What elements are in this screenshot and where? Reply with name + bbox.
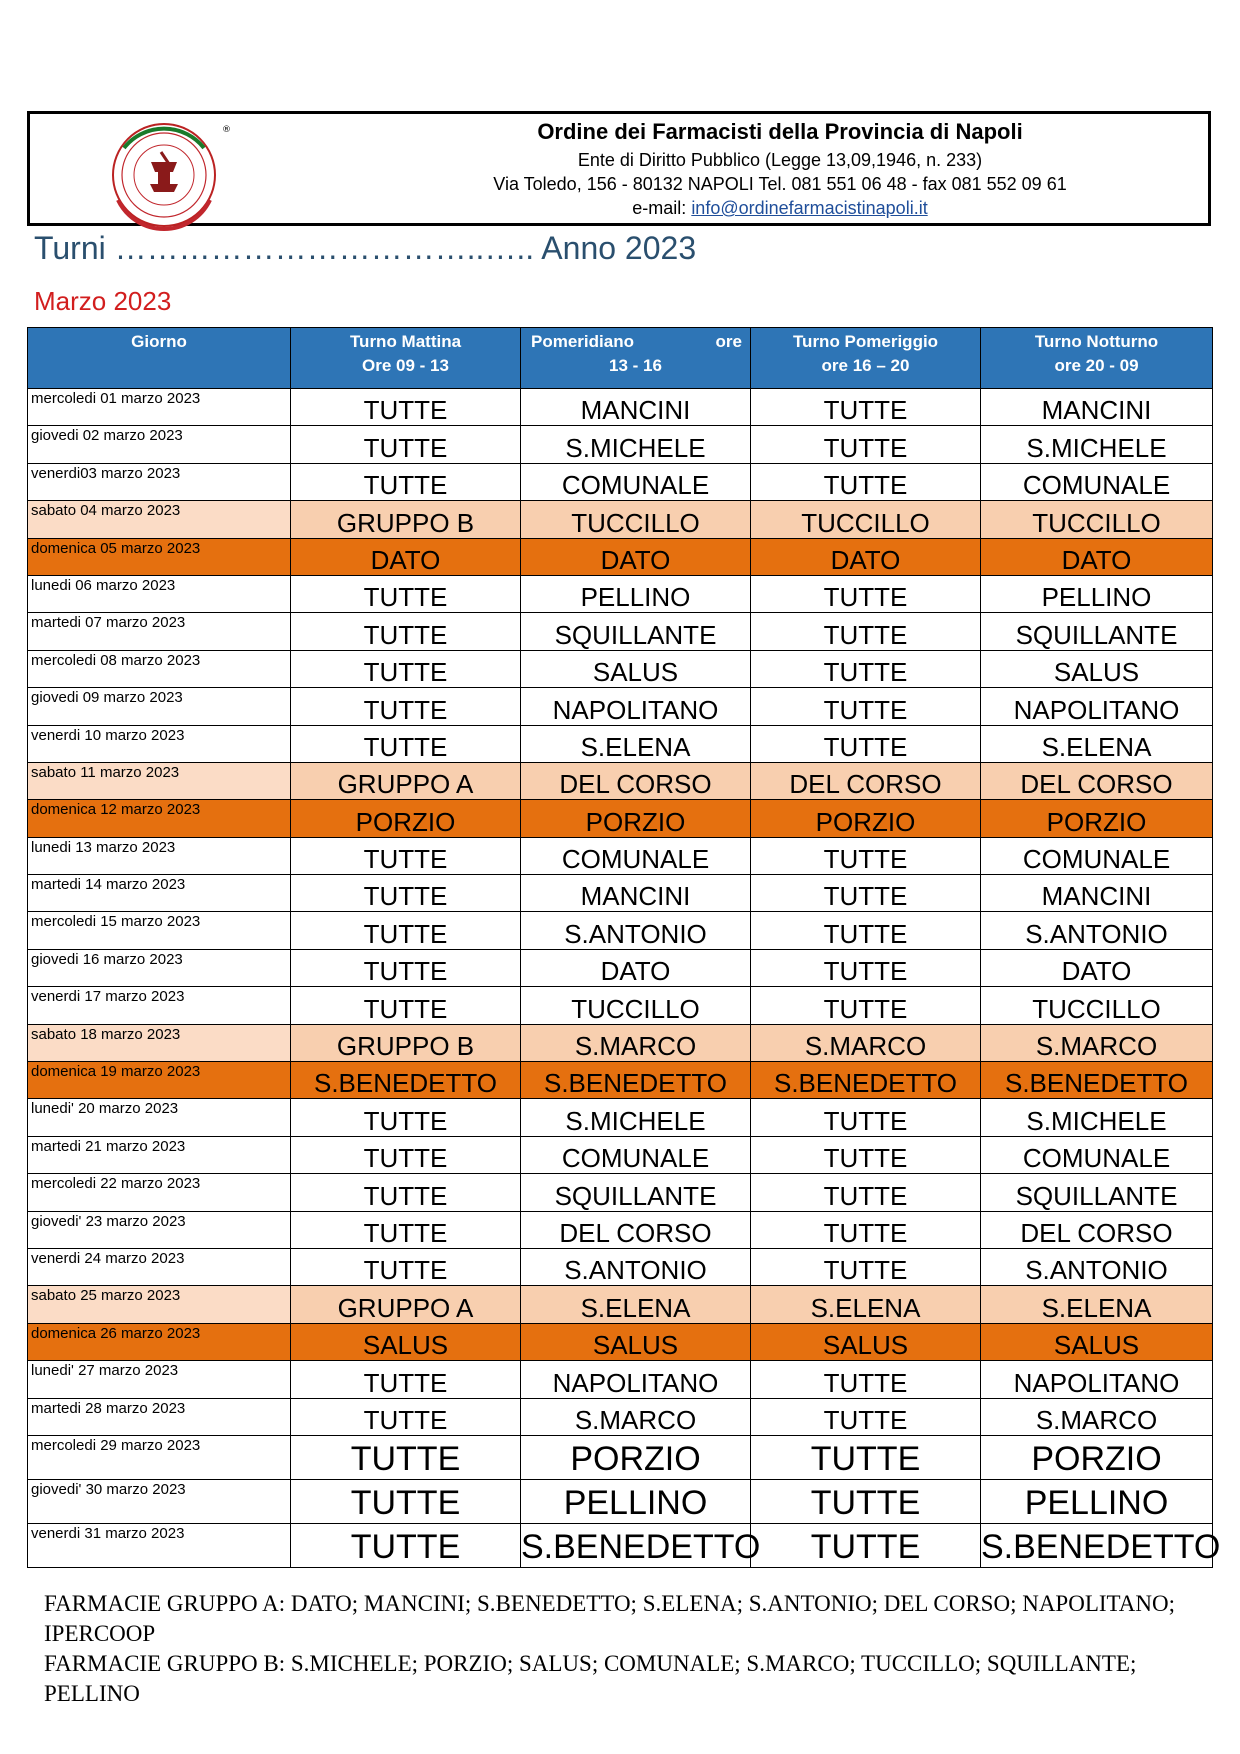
turno-pomeriggio-cell: TUTTE [751, 912, 981, 949]
turno-mattina-cell: TUTTE [291, 613, 521, 650]
turno-pomeriggio-cell: TUTTE [751, 1174, 981, 1211]
turno-mattina-cell: TUTTE [291, 575, 521, 612]
pomeridiano-cell: S.MARCO [521, 1024, 751, 1061]
pomeridiano-cell: NAPOLITANO [521, 1361, 751, 1398]
day-cell: sabato 18 marzo 2023 [28, 1024, 291, 1061]
turno-pomeriggio-cell: TUTTE [751, 1099, 981, 1136]
column-header-mattina: Turno Mattina Ore 09 - 13 [291, 328, 521, 389]
day-cell: lunedi' 20 marzo 2023 [28, 1099, 291, 1136]
turno-mattina-cell: TUTTE [291, 912, 521, 949]
turno-mattina-cell: PORZIO [291, 800, 521, 837]
table-row [28, 1286, 1213, 1323]
turno-pomeriggio-cell: TUTTE [751, 987, 981, 1024]
pomeridiano-cell: S.ELENA [521, 1286, 751, 1323]
turno-notturno-cell: NAPOLITANO [981, 688, 1213, 725]
table-row [28, 613, 1213, 650]
day-cell: mercoledi 08 marzo 2023 [28, 650, 291, 687]
table-row [28, 1211, 1213, 1248]
pomeridiano-cell: PELLINO [521, 575, 751, 612]
turno-pomeriggio-cell: TUTTE [751, 725, 981, 762]
turno-notturno-cell: COMUNALE [981, 1136, 1213, 1173]
turno-notturno-cell: PORZIO [981, 800, 1213, 837]
day-cell: giovedi 16 marzo 2023 [28, 949, 291, 986]
org-title: Ordine dei Farmacisti della Provincia di Napoli [537, 119, 1023, 144]
turno-notturno-cell: DEL CORSO [981, 1211, 1213, 1248]
table-row [28, 426, 1213, 463]
pomeridiano-cell: S.MARCO [521, 1398, 751, 1435]
turno-notturno-cell: S.ELENA [981, 1286, 1213, 1323]
day-cell: venerdi 17 marzo 2023 [28, 987, 291, 1024]
table-row [28, 762, 1213, 799]
column-header-notturno: Turno Notturno ore 20 - 09 [981, 328, 1213, 389]
day-cell: mercoledi 29 marzo 2023 [28, 1435, 291, 1479]
turno-pomeriggio-cell: TUTTE [751, 688, 981, 725]
turno-mattina-cell: GRUPPO A [291, 1286, 521, 1323]
table-row [28, 1248, 1213, 1285]
table-row [28, 1398, 1213, 1435]
table-row [28, 912, 1213, 949]
table-row [28, 688, 1213, 725]
turno-pomeriggio-cell: TUTTE [751, 1398, 981, 1435]
pomeridiano-cell: SALUS [521, 1323, 751, 1360]
pomeridiano-cell: PORZIO [521, 800, 751, 837]
turno-notturno-cell: PELLINO [981, 575, 1213, 612]
day-cell: venerdi 10 marzo 2023 [28, 725, 291, 762]
turno-pomeriggio-cell: TUTTE [751, 389, 981, 426]
pomeridiano-cell: MANCINI [521, 389, 751, 426]
pomeridiano-cell: S.ANTONIO [521, 912, 751, 949]
day-cell: mercoledi 01 marzo 2023 [28, 389, 291, 426]
day-cell: martedi 21 marzo 2023 [28, 1136, 291, 1173]
turno-mattina-cell: TUTTE [291, 426, 521, 463]
turno-notturno-cell: SQUILLANTE [981, 613, 1213, 650]
day-cell: martedi 28 marzo 2023 [28, 1398, 291, 1435]
turno-mattina-cell: TUTTE [291, 837, 521, 874]
group-b-list: FARMACIE GRUPPO B: S.MICHELE; PORZIO; SALUS; COMUNALE; S.MARCO; TUCCILLO; SQUILLANTE; PELLINO [44, 1651, 1137, 1706]
turno-mattina-cell: TUTTE [291, 725, 521, 762]
pharmacy-groups-note [44, 1589, 1214, 1709]
turno-notturno-cell: TUCCILLO [981, 987, 1213, 1024]
day-cell: mercoledi 22 marzo 2023 [28, 1174, 291, 1211]
turno-mattina-cell: TUTTE [291, 1211, 521, 1248]
turno-pomeriggio-cell: TUTTE [751, 1136, 981, 1173]
day-cell: lunedi' 27 marzo 2023 [28, 1361, 291, 1398]
turno-notturno-cell: TUCCILLO [981, 501, 1213, 538]
org-email-line [380, 196, 1180, 220]
table-row [28, 1479, 1213, 1523]
turno-pomeriggio-cell: TUTTE [751, 1435, 981, 1479]
pomeridiano-cell: COMUNALE [521, 1136, 751, 1173]
pomeridiano-cell: PORZIO [521, 1435, 751, 1479]
turno-mattina-cell: TUTTE [291, 1435, 521, 1479]
turno-notturno-cell: SALUS [981, 650, 1213, 687]
turno-pomeriggio-cell: DEL CORSO [751, 762, 981, 799]
turno-pomeriggio-cell: TUTTE [751, 1248, 981, 1285]
logo-seal-icon [106, 122, 231, 228]
pomeridiano-cell: COMUNALE [521, 463, 751, 500]
day-cell: lunedi 13 marzo 2023 [28, 837, 291, 874]
turno-pomeriggio-cell: TUTTE [751, 949, 981, 986]
pomeridiano-cell: TUCCILLO [521, 987, 751, 1024]
turno-pomeriggio-cell: DATO [751, 538, 981, 575]
table-row [28, 837, 1213, 874]
table-row [28, 1062, 1213, 1099]
turno-notturno-cell: S.MICHELE [981, 426, 1213, 463]
table-row [28, 1099, 1213, 1136]
turno-pomeriggio-cell: TUTTE [751, 1479, 981, 1523]
turno-notturno-cell: S.ANTONIO [981, 1248, 1213, 1285]
turno-pomeriggio-cell: TUTTE [751, 1523, 981, 1567]
day-cell: giovedi' 30 marzo 2023 [28, 1479, 291, 1523]
turno-notturno-cell: PORZIO [981, 1435, 1213, 1479]
svg-text:®: ® [222, 125, 231, 135]
turno-pomeriggio-cell: TUTTE [751, 1211, 981, 1248]
day-cell: sabato 11 marzo 2023 [28, 762, 291, 799]
turno-mattina-cell: TUTTE [291, 389, 521, 426]
table-row [28, 987, 1213, 1024]
turno-pomeriggio-cell: S.MARCO [751, 1024, 981, 1061]
turno-notturno-cell: S.BENEDETTO [981, 1523, 1213, 1567]
turno-mattina-cell: TUTTE [291, 1523, 521, 1567]
turno-notturno-cell: DATO [981, 538, 1213, 575]
turno-mattina-cell: TUTTE [291, 1248, 521, 1285]
day-cell: domenica 12 marzo 2023 [28, 800, 291, 837]
pomeridiano-cell: SQUILLANTE [521, 613, 751, 650]
turno-notturno-cell: PELLINO [981, 1479, 1213, 1523]
schedule-table [27, 327, 1221, 1568]
table-row [28, 1136, 1213, 1173]
turno-notturno-cell: MANCINI [981, 389, 1213, 426]
turno-notturno-cell: NAPOLITANO [981, 1361, 1213, 1398]
turno-notturno-cell: S.MICHELE [981, 1099, 1213, 1136]
pomeridiano-cell: S.MICHELE [521, 426, 751, 463]
turno-pomeriggio-cell: SALUS [751, 1323, 981, 1360]
turno-notturno-cell: S.ELENA [981, 725, 1213, 762]
day-cell: sabato 25 marzo 2023 [28, 1286, 291, 1323]
turno-pomeriggio-cell: PORZIO [751, 800, 981, 837]
pomeridiano-cell: S.ANTONIO [521, 1248, 751, 1285]
turno-notturno-cell: COMUNALE [981, 837, 1213, 874]
pomeridiano-cell: NAPOLITANO [521, 688, 751, 725]
org-subtitle: Ente di Diritto Pubblico (Legge 13,09,1946, n. 233) [577, 150, 983, 170]
table-row [28, 575, 1213, 612]
turno-pomeriggio-cell: TUTTE [751, 613, 981, 650]
table-row [28, 1323, 1213, 1360]
day-cell: venerdi03 marzo 2023 [28, 463, 291, 500]
turno-mattina-cell: DATO [291, 538, 521, 575]
turno-pomeriggio-cell: TUTTE [751, 575, 981, 612]
turno-mattina-cell: SALUS [291, 1323, 521, 1360]
turno-notturno-cell: SQUILLANTE [981, 1174, 1213, 1211]
day-cell: sabato 04 marzo 2023 [28, 501, 291, 538]
pomeridiano-cell: S.BENEDETTO [521, 1523, 751, 1567]
turno-notturno-cell: S.MARCO [981, 1398, 1213, 1435]
turno-notturno-cell: COMUNALE [981, 463, 1213, 500]
day-cell: domenica 26 marzo 2023 [28, 1323, 291, 1360]
turno-pomeriggio-cell: TUTTE [751, 463, 981, 500]
turno-mattina-cell: TUTTE [291, 949, 521, 986]
turno-mattina-cell: TUTTE [291, 875, 521, 912]
table-row [28, 650, 1213, 687]
turni-title: Turni ……………………………..….. Anno 2023 [34, 230, 697, 266]
turno-mattina-cell: TUTTE [291, 1099, 521, 1136]
day-cell: venerdi 24 marzo 2023 [28, 1248, 291, 1285]
day-cell: martedi 07 marzo 2023 [28, 613, 291, 650]
turno-notturno-cell: S.ANTONIO [981, 912, 1213, 949]
turno-notturno-cell: S.MARCO [981, 1024, 1213, 1061]
turno-mattina-cell: GRUPPO B [291, 1024, 521, 1061]
turno-mattina-cell: S.BENEDETTO [291, 1062, 521, 1099]
turno-mattina-cell: TUTTE [291, 1479, 521, 1523]
table-row [28, 1361, 1213, 1398]
org-address: Via Toledo, 156 - 80132 NAPOLI Tel. 081 551 06 48 - fax 081 552 09 61 [493, 174, 1067, 194]
pomeridiano-cell: S.BENEDETTO [521, 1062, 751, 1099]
email-label: e-mail: [632, 198, 687, 218]
day-cell: giovedi' 23 marzo 2023 [28, 1211, 291, 1248]
month-title: Marzo 2023 [34, 286, 172, 316]
turno-mattina-cell: TUTTE [291, 1398, 521, 1435]
pomeridiano-cell: S.ELENA [521, 725, 751, 762]
turno-pomeriggio-cell: TUCCILLO [751, 501, 981, 538]
turno-notturno-cell: SALUS [981, 1323, 1213, 1360]
group-a-list: FARMACIE GRUPPO A: DATO; MANCINI; S.BENEDETTO; S.ELENA; S.ANTONIO; DEL CORSO; NAPOLITANO; IPERCOOP [44, 1591, 1175, 1646]
turno-mattina-cell: TUTTE [291, 463, 521, 500]
pomeridiano-cell: PELLINO [521, 1479, 751, 1523]
table-row [28, 949, 1213, 986]
table-row [28, 1024, 1213, 1061]
day-cell: giovedi 02 marzo 2023 [28, 426, 291, 463]
day-cell: domenica 05 marzo 2023 [28, 538, 291, 575]
pomeridiano-cell: SALUS [521, 650, 751, 687]
turno-mattina-cell: GRUPPO B [291, 501, 521, 538]
turno-pomeriggio-cell: S.BENEDETTO [751, 1062, 981, 1099]
table-row [28, 1174, 1213, 1211]
pomeridiano-cell: SQUILLANTE [521, 1174, 751, 1211]
table-row [28, 501, 1213, 538]
email-link[interactable]: info@ordinefarmacistinapoli.it [691, 198, 928, 218]
day-cell: domenica 19 marzo 2023 [28, 1062, 291, 1099]
turno-mattina-cell: TUTTE [291, 1361, 521, 1398]
column-header-giorno: Giorno [28, 328, 291, 389]
day-cell: martedi 14 marzo 2023 [28, 875, 291, 912]
pomeridiano-cell: DATO [521, 949, 751, 986]
pomeridiano-cell: DEL CORSO [521, 762, 751, 799]
turno-mattina-cell: TUTTE [291, 987, 521, 1024]
pomeridiano-cell: DATO [521, 538, 751, 575]
pomeridiano-cell: DEL CORSO [521, 1211, 751, 1248]
pomeridiano-cell: COMUNALE [521, 837, 751, 874]
day-cell: venerdi 31 marzo 2023 [28, 1523, 291, 1567]
table-row [28, 725, 1213, 762]
day-cell: lunedi 06 marzo 2023 [28, 575, 291, 612]
column-header-pomeridiano: Pomeridiano ore 13 - 16 [521, 328, 751, 389]
turno-notturno-cell: DATO [981, 949, 1213, 986]
turno-pomeriggio-cell: TUTTE [751, 650, 981, 687]
turno-mattina-cell: GRUPPO A [291, 762, 521, 799]
pomeridiano-cell: MANCINI [521, 875, 751, 912]
turno-notturno-cell: DEL CORSO [981, 762, 1213, 799]
table-row [28, 463, 1213, 500]
table-row [28, 800, 1213, 837]
letterhead [27, 111, 1211, 226]
turno-pomeriggio-cell: TUTTE [751, 837, 981, 874]
turno-mattina-cell: TUTTE [291, 688, 521, 725]
turno-pomeriggio-cell: TUTTE [751, 875, 981, 912]
table-row [28, 1523, 1213, 1567]
turno-notturno-cell: MANCINI [981, 875, 1213, 912]
pomeridiano-cell: TUCCILLO [521, 501, 751, 538]
turno-pomeriggio-cell: S.ELENA [751, 1286, 981, 1323]
column-header-pomeriggio: Turno Pomeriggio ore 16 – 20 [751, 328, 981, 389]
table-row [28, 1435, 1213, 1479]
turno-mattina-cell: TUTTE [291, 650, 521, 687]
turno-mattina-cell: TUTTE [291, 1174, 521, 1211]
pomeridiano-cell: S.MICHELE [521, 1099, 751, 1136]
turno-pomeriggio-cell: TUTTE [751, 426, 981, 463]
table-row [28, 389, 1213, 426]
day-cell: mercoledi 15 marzo 2023 [28, 912, 291, 949]
turno-notturno-cell: S.BENEDETTO [981, 1062, 1213, 1099]
table-row [28, 538, 1213, 575]
turno-mattina-cell: TUTTE [291, 1136, 521, 1173]
table-row [28, 875, 1213, 912]
turno-pomeriggio-cell: TUTTE [751, 1361, 981, 1398]
day-cell: giovedi 09 marzo 2023 [28, 688, 291, 725]
